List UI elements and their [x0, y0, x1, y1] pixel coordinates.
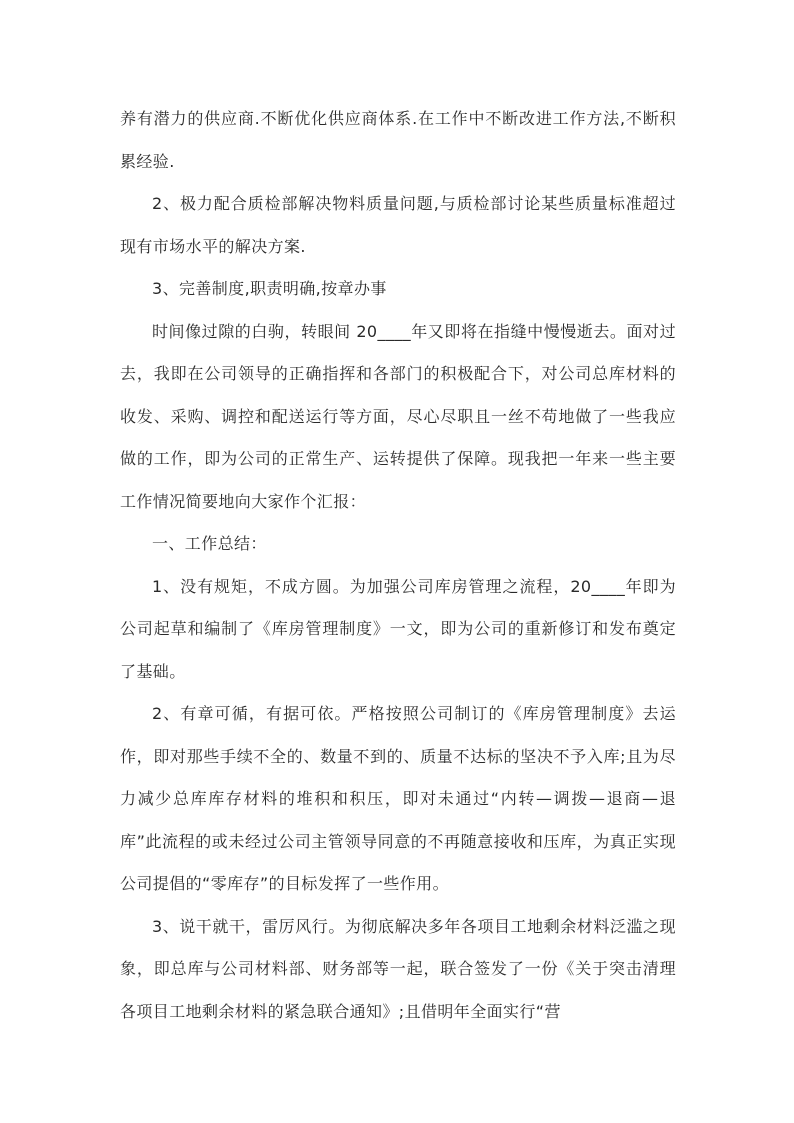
paragraph-year-review-intro: 时间像过隙的白驹，转眼间 20____年又即将在指缝中慢慢逝去。面对过去，我即在公司领导的正确指挥和各部门的积极配合下，对公司总库材料的收发、采购、调控和配送运行等方面，尽心尽职且一丝不苟地做了一些我应做的工作，即为公司的正常生产、运转提供了保障。现我把一年来一些主要工作情况简要地向大家作个汇报：: [120, 321, 676, 511]
paragraph-item-1-rules: 1、没有规矩，不成方圆。为加强公司库房管理之流程，20____年即为公司起草和编制了《库房管理制度》一文，即为公司的重新修订和发布奠定了基础。: [120, 576, 676, 681]
document-body: [120, 98, 676, 1033]
paragraph-improve-system: 3、完善制度,职责明确,按章办事: [152, 279, 387, 298]
paragraph-item-3-action: 3、说干就干，雷厉风行。为彻底解决多年各项目工地剩余材料泛滥之现象，即总库与公司材料部、财务部等一起，联合签发了一份《关于突击清理各项目工地剩余材料的紧急联合通知》;且借明年全面实行“营: [120, 916, 676, 1021]
paragraph-supplier-continuation: 养有潜力的供应商.不断优化供应商体系.在工作中不断改进工作方法,不断积累经验.: [120, 109, 676, 171]
paragraph-quality-cooperation: 2、极力配合质检部解决物料质量问题,与质检部讨论某些质量标准超过现有市场水平的解决方案.: [120, 194, 676, 256]
paragraph-item-2-procedures: 2、有章可循，有据可依。严格按照公司制订的《库房管理制度》去运作，即对那些手续不全的、数量不到的、质量不达标的坚决不予入库;且为尽力减少总库库存材料的堆积和积压，即对未通过“内转—调拨—退商—退库”此流程的或未经过公司主管领导同意的不再随意接收和压库，为真正实现公司提倡的“零库存”的目标发挥了一些作用。: [120, 704, 676, 893]
section-heading-work-summary: 一、工作总结：: [152, 534, 267, 553]
